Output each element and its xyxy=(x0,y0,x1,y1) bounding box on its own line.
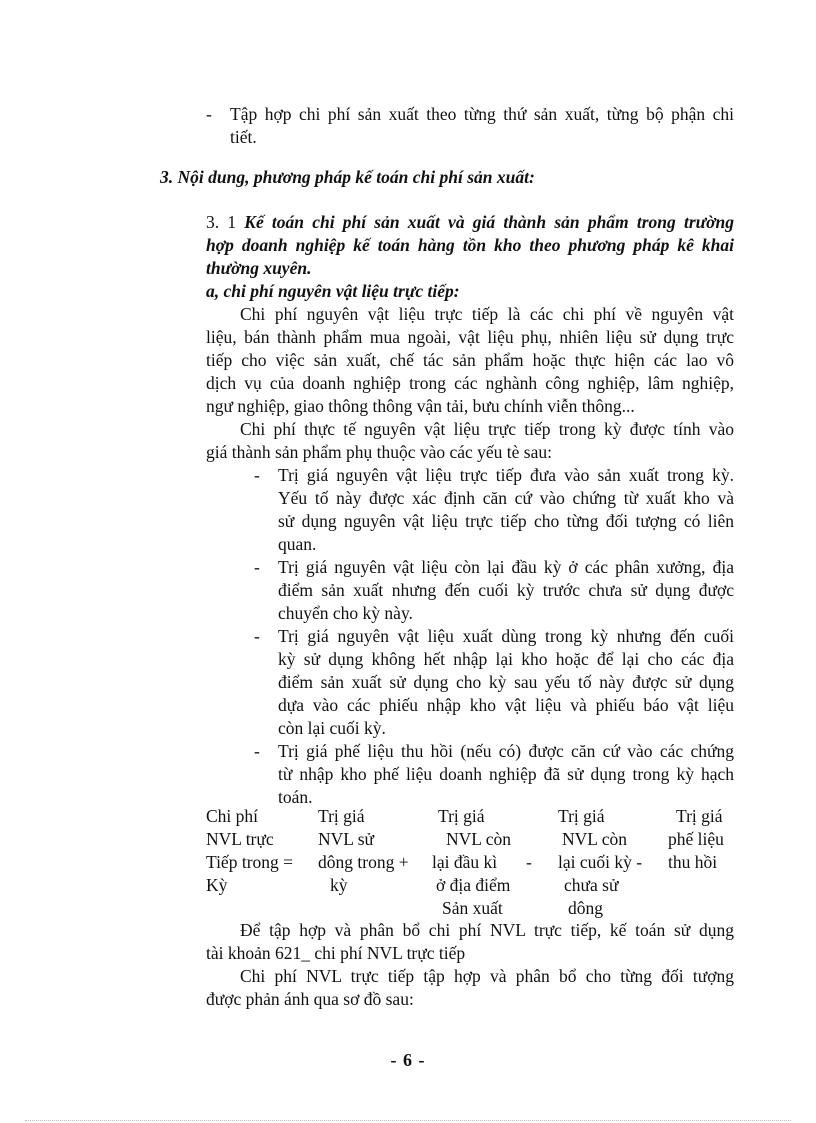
bullet-3-line-1: Trị giá nguyên vật liệu xuất dùng trong kỳ nhưng đến cuối xyxy=(278,626,734,646)
formula-text: phế liệu xyxy=(668,829,724,849)
formula-text: ở địa điểm xyxy=(436,875,511,895)
bullet-2-line-1: Trị giá nguyên vật liệu còn lại đầu kỳ ở các phân xưởng, địa xyxy=(278,557,734,577)
para2-line-2: giá thành sản phẩm phụ thuộc vào các yếu tè sau: xyxy=(206,442,553,462)
formula-text: thu hồi xyxy=(668,852,718,872)
formula-text: NVL còn xyxy=(446,829,511,849)
part-a-heading: a, chi phí nguyên vật liệu trực tiếp: xyxy=(206,281,460,301)
formula-text: chưa sử xyxy=(564,875,619,895)
formula-text: dông xyxy=(568,898,603,918)
formula-col-scrap-recovered xyxy=(668,805,724,874)
formula-text: dông trong + xyxy=(318,852,409,872)
para3-line-1: Để tập hợp và phân bổ chi phí NVL trực tiếp, kế toán sử dụng xyxy=(240,920,734,940)
formula-text: kỳ xyxy=(330,875,348,895)
section-3-heading: 3. Nội dung, phương pháp kế toán chi phí sản xuất: xyxy=(160,167,535,187)
bullet-3-line-5: còn lại cuối kỳ. xyxy=(278,718,386,738)
bullet-1-line-2: Yếu tố này được xác định căn cứ vào chứng từ xuất kho và xyxy=(278,488,734,508)
formula-text: Chi phí xyxy=(206,806,259,826)
formula-col-used-in-period xyxy=(318,805,409,897)
formula-col-remaining-start xyxy=(432,805,511,920)
bullet-4-line-1: Trị giá phế liệu thu hồi (nếu có) được căn cứ vào các chứng xyxy=(278,741,734,761)
para1-line-4: dịch vụ của doanh nghiệp trong các nghành công nghiệp, lâm nghiệp, xyxy=(206,373,734,393)
formula-text: NVL còn xyxy=(562,829,627,849)
para1-line-5: ngư nghiệp, giao thông thông vận tải, bưu chính viễn thông... xyxy=(206,396,635,416)
formula-text: Trị giá xyxy=(558,806,605,826)
bullet-1-line-3: sử dụng nguyên vật liệu trực tiếp cho từng đối tượng có liên xyxy=(278,511,734,531)
formula-col-remaining-end xyxy=(552,805,642,920)
bullet-dash: - xyxy=(254,465,260,485)
para3-line-2: tài khoản 621_ chi phí NVL trực tiếp xyxy=(206,943,466,963)
para4-line-1: Chi phí NVL trực tiếp tập hợp và phân bổ cho từng đối tượng xyxy=(240,966,734,986)
para1-line-2: liệu, bán thành phẩm mua ngoài, vật liệu phụ, nhiên liệu sử dụng trực xyxy=(206,327,734,347)
intro-line-2: tiết. xyxy=(230,127,257,147)
formula-text: Sản xuất xyxy=(442,898,503,918)
bullet-dash: - xyxy=(254,557,260,577)
bullet-3-line-4: dựa vào các phiếu nhập kho vật liệu và phiếu báo vật liệu xyxy=(278,695,734,715)
para1-line-3: tiếp cho việc sản xuất, chế tác sản phẩm hoặc thực hiện các lao vô xyxy=(206,350,734,370)
bullet-dash: - xyxy=(206,104,212,124)
bullet-3-line-3: điểm sản xuất sử dụng cho kỳ sau yếu tố này được sử dụng xyxy=(278,672,734,692)
para1-line-1: Chi phí nguyên vật liệu trực tiếp là các chi phí về nguyên vật xyxy=(240,304,734,324)
bullet-2-line-2: điểm sản xuất nhưng đến cuối kỳ trước chưa sử dụng được xyxy=(278,580,734,600)
para2-line-1: Chi phí thực tế nguyên vật liệu trực tiếp trong kỳ được tính vào xyxy=(240,419,734,439)
formula-text: lại đầu kì xyxy=(432,852,498,872)
bullet-4-line-3: toán. xyxy=(278,787,313,807)
formula-text: Tiếp trong = xyxy=(206,852,294,872)
subsection-title-line-2: hợp doanh nghiệp kế toán hàng tồn kho theo phương pháp kê khai xyxy=(206,235,734,255)
cost-formula xyxy=(206,805,746,917)
bullet-2-line-3: chuyển cho kỳ này. xyxy=(278,603,413,623)
bullet-3-line-2: kỳ sử dụng không hết nhập lại kho hoặc để lại cho các địa xyxy=(278,649,734,669)
page-number: - 6 - xyxy=(390,1050,426,1070)
formula-text: lại cuối kỳ - xyxy=(558,852,643,872)
bullet-4-line-2: từ nhập kho phế liệu doanh nghiệp đã sử dụng trong kỳ hạch xyxy=(278,764,734,784)
subsection-title-line-3: thường xuyên. xyxy=(206,258,312,278)
bullet-dash: - xyxy=(254,626,260,646)
formula-col-direct-material-cost xyxy=(206,805,293,897)
bullet-1-line-1: Trị giá nguyên vật liệu trực tiếp đưa vào sản xuất trong kỳ. xyxy=(278,465,734,485)
formula-text: Trị giá xyxy=(318,806,365,826)
formula-text: NVL sử xyxy=(318,829,374,849)
subsection-number: 3. 1 xyxy=(206,212,245,232)
formula-text: Trị giá xyxy=(438,806,485,826)
page-bottom-divider xyxy=(25,1120,791,1121)
bullet-dash: - xyxy=(254,741,260,761)
bullet-1-line-4: quan. xyxy=(278,534,317,554)
formula-text: Kỳ xyxy=(206,875,228,895)
formula-text: Trị giá xyxy=(676,806,723,826)
para4-line-2: được phản ánh qua sơ đồ sau: xyxy=(206,989,414,1009)
intro-line-1: Tập hợp chi phí sản xuất theo từng thứ sản xuất, từng bộ phận chi xyxy=(230,104,734,124)
subsection-title-line-1: Kế toán chi phí sản xuất và giá thành sản phẩm trong trường xyxy=(244,212,734,232)
formula-text: NVL trực xyxy=(206,829,274,849)
formula-minus: - xyxy=(526,852,532,872)
